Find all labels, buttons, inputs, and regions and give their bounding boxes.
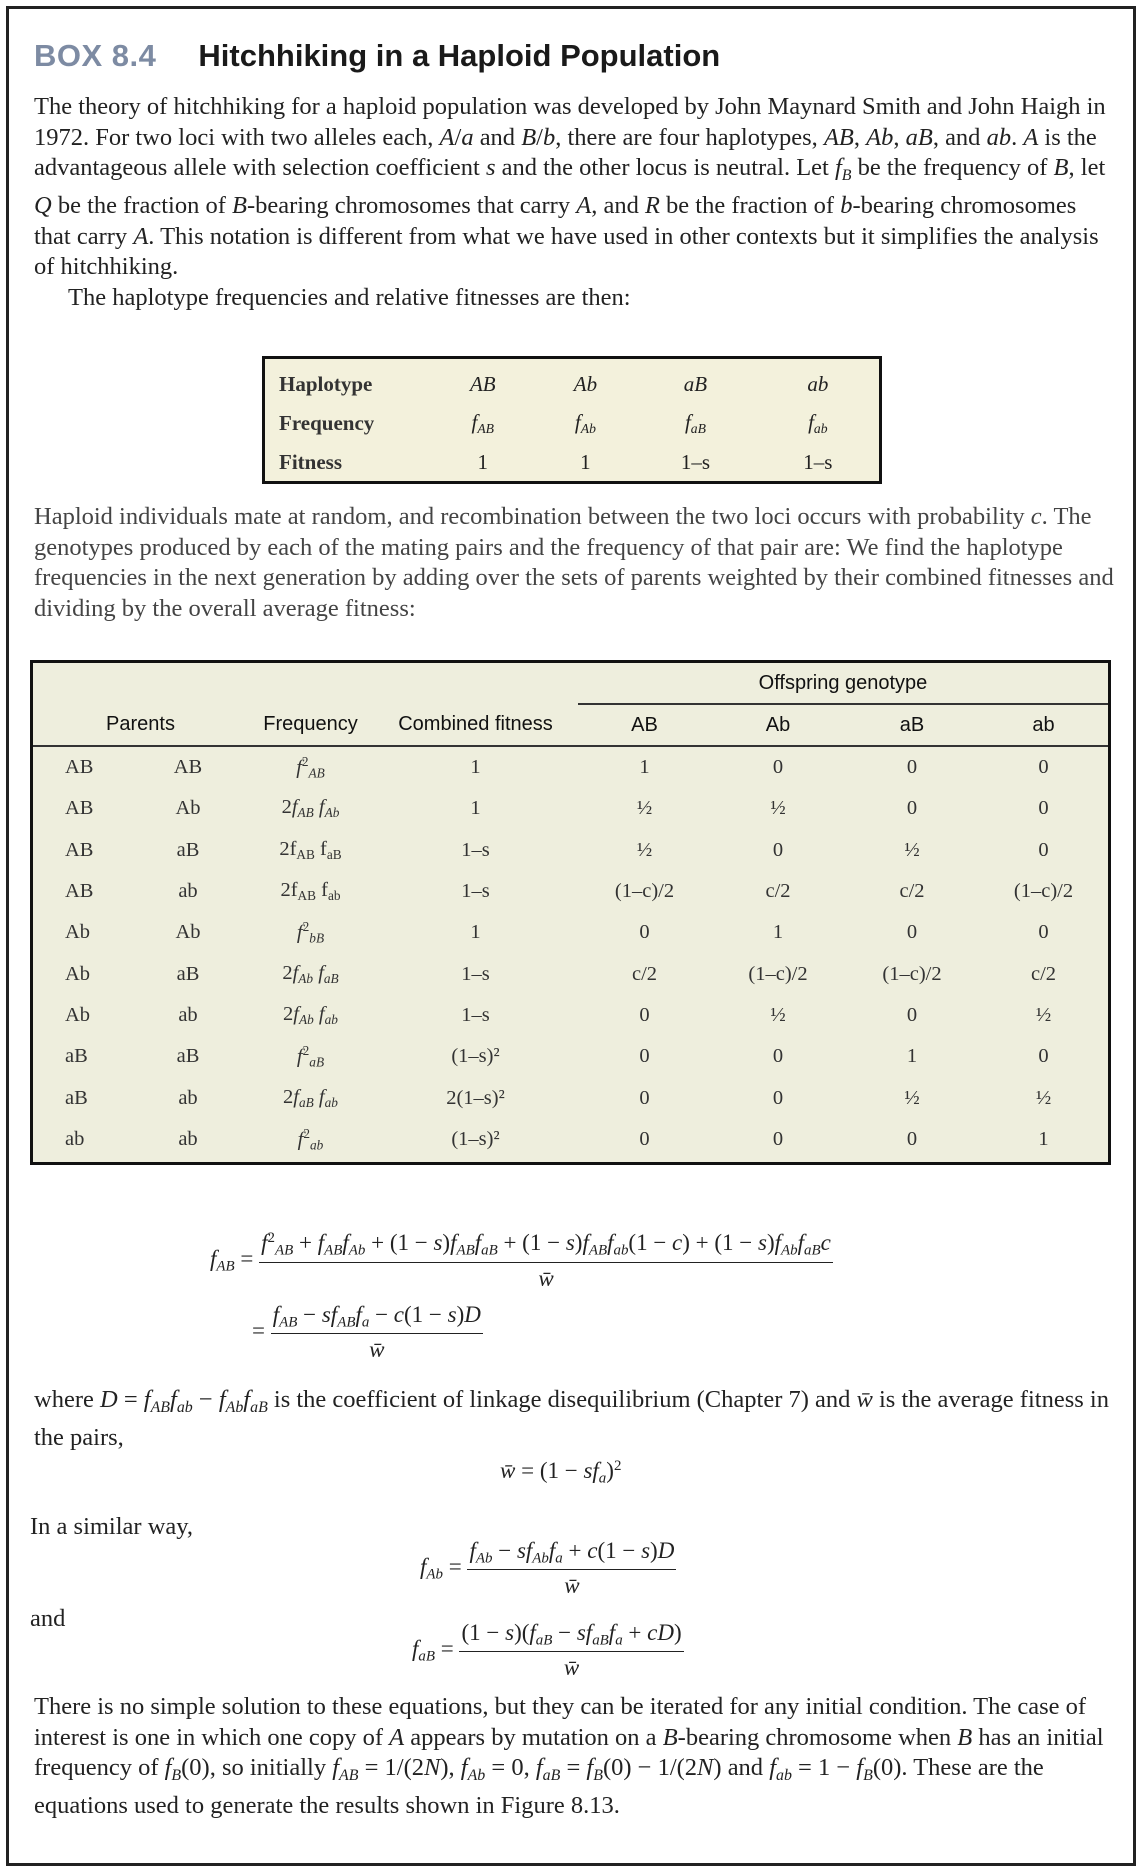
parent-2: Ab — [175, 921, 201, 944]
parent-2: aB — [176, 1045, 200, 1068]
table-row — [33, 995, 1108, 1036]
header-ab: ab — [979, 704, 1108, 746]
row-label-frequency: Frequency — [279, 411, 375, 435]
offspring-value: 0 — [906, 1003, 918, 1026]
box-label: BOX 8.4 — [34, 38, 157, 73]
parent-1: Ab — [65, 962, 91, 985]
haplotype-table: Haplotype AB Ab aB ab Frequency $f_{AB}$ $f_{Ab}$ $f_{aB}$ $f_{ab}$ Fitness 1 1 1–s 1–s — [262, 356, 882, 484]
combined-fitness: (1–s)² — [451, 1127, 500, 1150]
offspring-value: c/2 — [765, 880, 791, 903]
pair-frequency: $2f_{AB}$ $f_{Ab}$ — [281, 796, 340, 821]
parent-1: AB — [65, 838, 94, 861]
offspring-value: ½ — [636, 797, 653, 820]
parent-2: Ab — [175, 797, 201, 820]
offspring-value: 0 — [906, 1127, 918, 1150]
offspring-value: ½ — [636, 838, 653, 861]
offspring-value: c/2 — [1030, 962, 1057, 985]
parent-1: AB — [65, 797, 94, 820]
table-row — [33, 912, 1108, 953]
offspring-value: 1 — [1038, 1127, 1049, 1150]
offspring-value: (1–c)/2 — [1013, 880, 1074, 903]
pair-frequency: $f^2_{AB}$ — [296, 753, 325, 781]
offspring-value: 0 — [1038, 921, 1049, 944]
header-AB: AB — [578, 704, 711, 746]
table-row — [33, 830, 1108, 871]
table-row — [33, 1036, 1108, 1077]
intro-paragraph: The theory of hitchhiking for a haploid population was developed by John Maynard Smith and John Haigh in 1972. For two loci with two alleles each, A/a and B/b, there are four haplotypes, AB, Ab, aB, and ab. A is the advantageous allele with selection coefficient s and the other locus is neutral. Let $f_B$ be the frequency of B, let Q be the fraction of B-bearing chromosomes that carry A, and R be the fraction of b-bearing chromosomes that carry A. This notation is different from what we have used in other contexts but it simplifies the analysis of hitchhiking. The haplotype frequencies and relative fitnesses are then: — [34, 92, 1114, 313]
combined-fitness: 1 — [470, 756, 481, 779]
table-row — [33, 788, 1108, 829]
box-header — [34, 38, 720, 74]
combined-fitness: 2(1–s)² — [446, 1086, 505, 1109]
parent-2: aB — [176, 962, 200, 985]
row-label-haplotype: Haplotype — [279, 372, 373, 396]
offspring-value: 0 — [639, 1127, 650, 1150]
header-fitness: Combined fitness — [373, 704, 578, 746]
offspring-value: c/2 — [631, 962, 658, 985]
offspring-value: 0 — [1038, 1045, 1049, 1068]
combined-fitness: 1–s — [461, 962, 490, 985]
table-row — [33, 871, 1108, 912]
parent-2: ab — [178, 880, 198, 903]
offspring-value: 0 — [906, 921, 918, 944]
parent-2: ab — [178, 1086, 198, 1109]
eq-fAB-simplified: = $\frac{f_{AB} - sf_{AB}f_a - c(1 - s)D}{w̄}$ — [252, 1302, 481, 1363]
offspring-value: ½ — [770, 1003, 786, 1026]
eq-wbar: w̄ = $(1 - sf_a)^2$ — [500, 1458, 622, 1487]
offspring-value: c/2 — [899, 880, 925, 903]
parent-1: aB — [65, 1045, 88, 1068]
header-frequency: Frequency — [248, 704, 373, 746]
offspring-value: 0 — [772, 1086, 784, 1109]
offspring-value: ½ — [904, 838, 920, 861]
offspring-value: ½ — [904, 1086, 920, 1109]
combined-fitness: (1–s)² — [451, 1045, 500, 1068]
pair-frequency: $f^2_{ab}$ — [297, 1125, 324, 1152]
offspring-value: 0 — [772, 838, 784, 861]
mating-table — [30, 660, 1111, 1165]
combined-fitness: 1 — [470, 921, 481, 944]
eq-fAB: $f_{AB}$ = $f^2_{AB} + f_{AB}f_{Ab} + (1 - s)f_{AB}f_{aB} + (1 - s)f_{AB}f_{ab}(1 - c) + (1 - s)f_{Ab}f_{aB}c$ w̄ — [210, 1230, 831, 1291]
intro-p2: The haplotype frequencies and relative fitnesses are then: — [68, 283, 631, 311]
offspring-value: (1–c)/2 — [748, 962, 808, 985]
table-row — [33, 1077, 1108, 1118]
offspring-value: 0 — [772, 1045, 784, 1068]
header-parents: Parents — [33, 704, 248, 746]
parent-2: AB — [173, 756, 203, 779]
offspring-value: 0 — [906, 797, 918, 820]
header-Ab: Ab — [711, 704, 845, 746]
combined-fitness: 1 — [470, 797, 481, 820]
parent-1: Ab — [65, 1003, 91, 1026]
parent-1: AB — [65, 880, 94, 903]
parent-1: Ab — [65, 921, 91, 944]
offspring-value: 0 — [639, 1003, 650, 1026]
closing-paragraph: There is no simple solution to these equations, but they can be iterated for any initial condition. The case of interest is one in which one copy of A appears by mutation on a B-bearing chromosome when B has an initial frequency of $f_B(0)$, so initially $f_{AB} = 1/(2N)$, $f_{Ab} = 0$, $f_{aB} = f_B(0) - 1/(2N)$ and $f_{ab} = 1 - f_B(0)$. These are the equations used to generate the results shown in Figure 8.13. — [34, 1693, 1104, 1820]
offspring-value: 0 — [1038, 797, 1049, 820]
offspring-value: 0 — [639, 921, 650, 944]
pair-frequency: $2f_{AB}$ $f_{ab}$ — [280, 879, 341, 904]
offspring-value: 0 — [772, 756, 784, 779]
pair-frequency: $2f_{Ab}$ $f_{ab}$ — [283, 1002, 338, 1027]
table-row — [33, 1119, 1108, 1160]
and-label: and — [30, 1605, 66, 1632]
offspring-value: ½ — [1035, 1086, 1052, 1109]
table-row — [33, 746, 1108, 788]
offspring-value: 1 — [772, 921, 784, 944]
where-paragraph: where $D = f_{AB}f_{ab} - f_{Ab}f_{aB}$ is the coefficient of linkage disequilibrium (Chapter 7) and w̄ is the average fitness in the pairs, — [34, 1386, 1109, 1452]
table-row — [33, 953, 1108, 994]
parent-2: ab — [178, 1127, 198, 1150]
pair-frequency: $2f_{aB}$ $f_{ab}$ — [283, 1085, 338, 1110]
offspring-value: 0 — [639, 1045, 650, 1068]
combined-fitness: 1–s — [461, 880, 490, 903]
eq-fAb: $f_{Ab}$ = $\frac{f_{Ab} - sf_{Ab}f_a + c(1 - s)D}{w̄}$ — [420, 1538, 675, 1599]
offspring-value: (1–c)/2 — [614, 880, 675, 903]
offspring-value: 0 — [772, 1127, 784, 1150]
combined-fitness: 1–s — [461, 1003, 490, 1026]
box-title: Hitchhiking in a Haploid Population — [198, 38, 721, 73]
offspring-value: (1–c)/2 — [882, 962, 942, 985]
parent-2: aB — [176, 838, 200, 861]
parent-1: ab — [65, 1127, 85, 1150]
eq-faB: $f_{aB}$ = $\frac{(1 - s)(f_{aB} - sf_{aB}f_a + cD)}{w̄}$ — [412, 1620, 682, 1681]
header-aB: aB — [845, 704, 979, 746]
combined-fitness: 1–s — [461, 838, 490, 861]
offspring-value: ½ — [770, 797, 786, 820]
offspring-value: ½ — [1035, 1003, 1052, 1026]
pair-frequency: $2f_{AB}$ $f_{aB}$ — [279, 837, 342, 862]
similar-label: In a similar way, — [30, 1513, 194, 1540]
parent-1: AB — [65, 756, 94, 779]
middle-paragraph: Haploid individuals mate at random, and recombination between the two loci occurs with probability c. The genotypes produced by each of the mating pairs and the frequency of that pair are: We find the haplotype frequencies in the next generation by adding over the sets of parents weighted by their combined fitnesses and dividing by the overall average fitness: — [34, 503, 1114, 622]
offspring-value: 0 — [1038, 838, 1049, 861]
pair-frequency: $2f_{Ab}$ $f_{aB}$ — [282, 961, 339, 986]
offspring-value: 0 — [1038, 756, 1049, 779]
row-label-fitness: Fitness — [279, 450, 342, 474]
parent-1: aB — [65, 1086, 88, 1109]
pair-frequency: $f^2_{bB}$ — [296, 919, 325, 946]
offspring-value: 1 — [906, 1045, 918, 1068]
offspring-value: 0 — [639, 1086, 650, 1109]
offspring-value: 1 — [639, 756, 650, 779]
offspring-header: Offspring genotype — [578, 663, 1108, 704]
parent-2: ab — [178, 1003, 198, 1026]
pair-frequency: $f^2_{aB}$ — [296, 1043, 325, 1070]
offspring-value: 0 — [906, 756, 918, 779]
